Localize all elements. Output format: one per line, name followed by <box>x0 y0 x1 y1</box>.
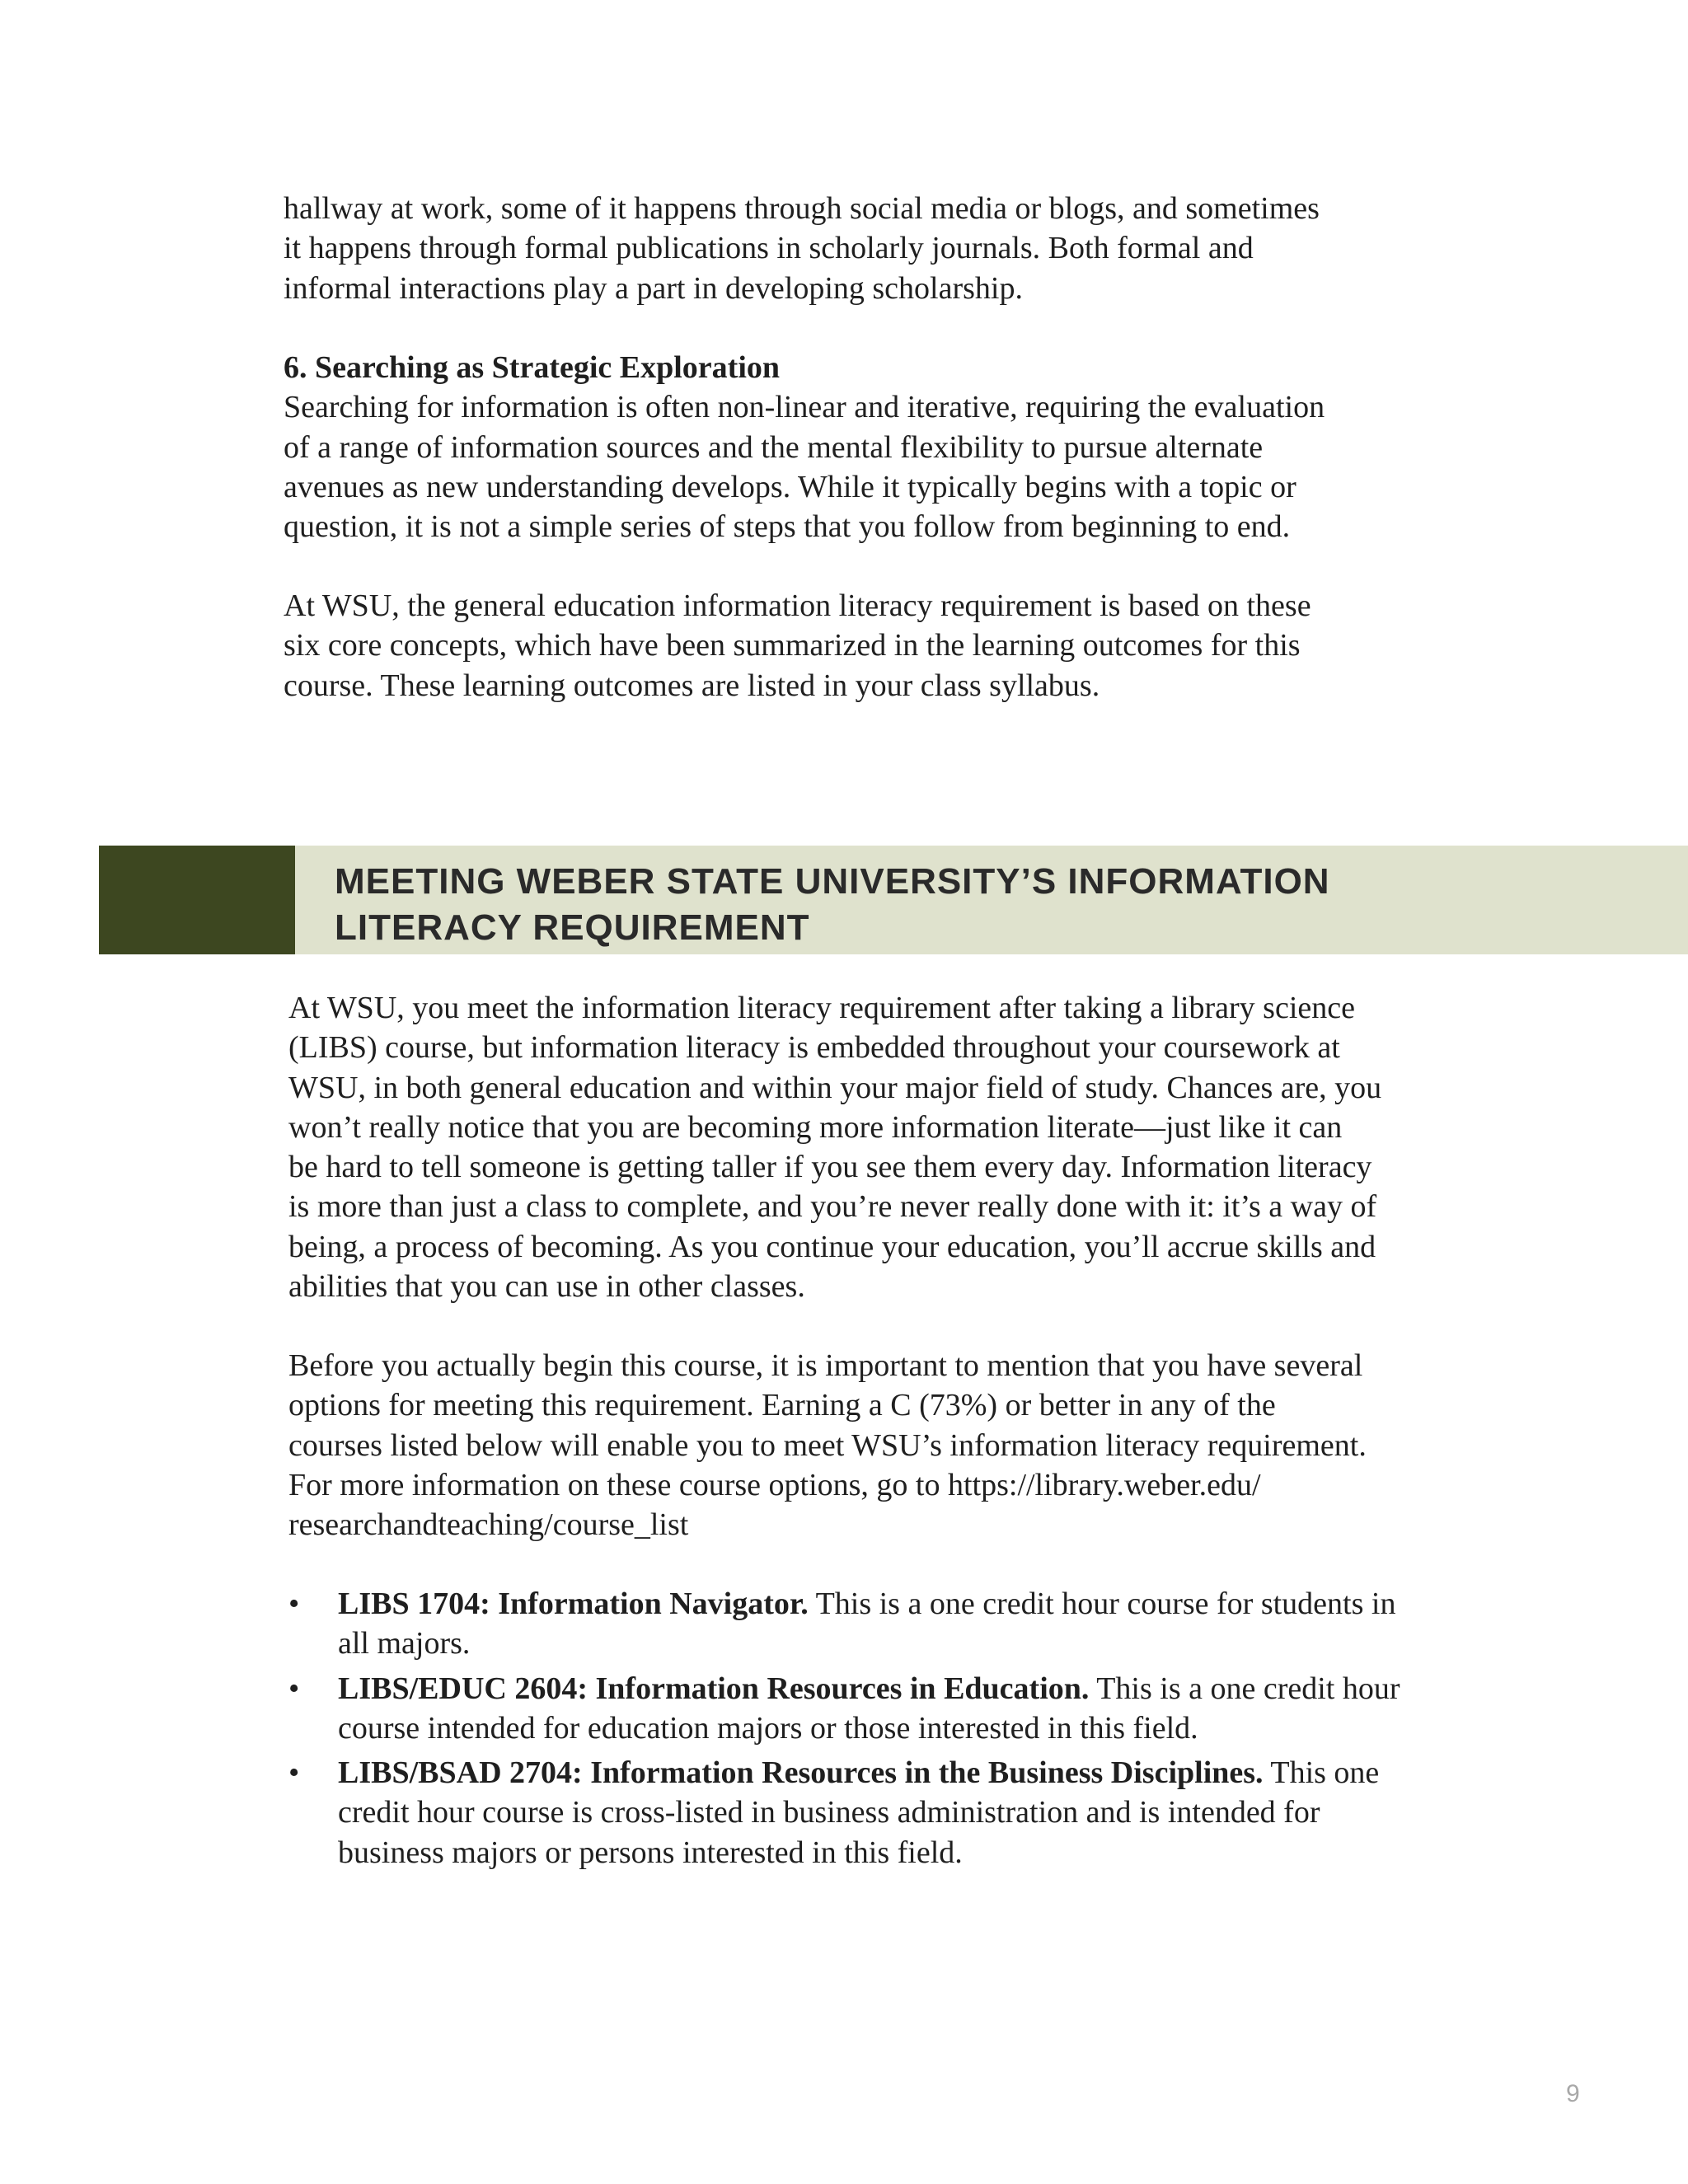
bullet-icon: • <box>288 1671 300 1706</box>
paragraph-line: Searching for information is often non-linear and iterative, requiring the evaluation <box>284 390 1325 425</box>
list-item <box>288 1753 1442 1872</box>
paragraph-line: WSU, in both general education and within your major field of study. Chances are, you <box>288 1070 1382 1105</box>
banner-accent-block <box>99 846 295 954</box>
list-item-line: all majors. <box>338 1626 471 1661</box>
course-name: LIBS/BSAD 2704: Information Resources in the Business Disciplines. <box>338 1755 1264 1791</box>
paragraph-line: At WSU, you meet the information literacy requirement after taking a library science <box>288 991 1355 1025</box>
section-banner <box>99 846 1688 954</box>
paragraph-line: six core concepts, which have been summarized in the learning outcomes for this <box>284 628 1301 663</box>
paragraph-line: (LIBS) course, but information literacy is embedded throughout your coursework at <box>288 1030 1340 1066</box>
paragraph-line: options for meeting this requirement. Earning a C (73%) or better in any of the <box>288 1388 1276 1423</box>
course-options-paragraph <box>288 1346 1442 1544</box>
paragraph-line: being, a process of becoming. As you continue your education, you’ll accrue skills and <box>288 1229 1376 1264</box>
paragraph-line: of a range of information sources and the mental flexibility to pursue alternate <box>284 429 1264 465</box>
course-description: This is a one credit hour <box>1089 1671 1400 1706</box>
page-number: 9 <box>1566 2080 1580 2107</box>
list-item-line: credit hour course is cross-listed in business administration and is intended for <box>338 1795 1320 1830</box>
list-item <box>288 1584 1442 1664</box>
list-item-line <box>338 1753 1442 1793</box>
paragraph-line: Before you actually begin this course, it is important to mention that you have several <box>288 1348 1363 1383</box>
course-name: LIBS/EDUC 2604: Information Resources in Education. <box>338 1671 1090 1706</box>
paragraph-line: course. These learning outcomes are listed in your class syllabus. <box>284 668 1100 703</box>
section-searching-strategic-exploration <box>284 348 1437 546</box>
course-description: This one <box>1263 1755 1380 1791</box>
paragraph-line: courses listed below will enable you to meet WSU’s information literacy requirement. <box>288 1427 1367 1463</box>
bullet-icon: • <box>288 1586 300 1621</box>
list-item-line <box>338 1669 1442 1708</box>
course-description: This is a one credit hour course for students in <box>808 1586 1396 1621</box>
list-item-line: course intended for education majors or those interested in this field. <box>338 1710 1198 1746</box>
paragraph-line: it happens through formal publications in scholarly journals. Both formal and <box>284 231 1254 266</box>
paragraph-line: avenues as new understanding develops. While it typically begins with a topic or <box>284 469 1296 504</box>
paragraph-line: won’t really notice that you are becoming more information literate—just like it can <box>288 1109 1343 1145</box>
course-list <box>288 1584 1442 1877</box>
banner-title <box>335 859 1653 951</box>
bullet-icon: • <box>288 1755 300 1791</box>
banner-title-line: MEETING WEBER STATE UNIVERSITY’S INFORMATION <box>335 861 1330 902</box>
paragraph-line: abilities that you can use in other classes. <box>288 1269 805 1305</box>
wsu-core-concepts-paragraph <box>284 586 1437 705</box>
paragraph-line: For more information on these course options, go to https://library.weber.edu/ <box>288 1467 1261 1502</box>
paragraph-line: researchandteaching/course_list <box>288 1507 689 1543</box>
list-item-line: business majors or persons interested in this field. <box>338 1835 963 1870</box>
banner-title-line: LITERACY REQUIREMENT <box>335 907 810 948</box>
paragraph-line: hallway at work, some of it happens through social media or blogs, and sometimes <box>284 191 1320 226</box>
paragraph-line: is more than just a class to complete, and you’re never really done with it: it’s a way of <box>288 1189 1377 1225</box>
paragraph-line: informal interactions play a part in developing scholarship. <box>284 270 1023 306</box>
list-item-line <box>338 1584 1442 1624</box>
list-item <box>288 1669 1442 1749</box>
meeting-requirement-paragraph <box>288 988 1442 1306</box>
course-name: LIBS 1704: Information Navigator. <box>338 1586 809 1621</box>
section-heading: 6. Searching as Strategic Exploration <box>284 350 781 385</box>
paragraph-line: question, it is not a simple series of steps that you follow from beginning to end. <box>284 509 1291 545</box>
paragraph-line: At WSU, the general education information literacy requirement is based on these <box>284 588 1311 623</box>
paragraph-line: be hard to tell someone is getting taller if you see them every day. Information literacy <box>288 1150 1372 1185</box>
intro-continued-paragraph <box>284 189 1437 308</box>
